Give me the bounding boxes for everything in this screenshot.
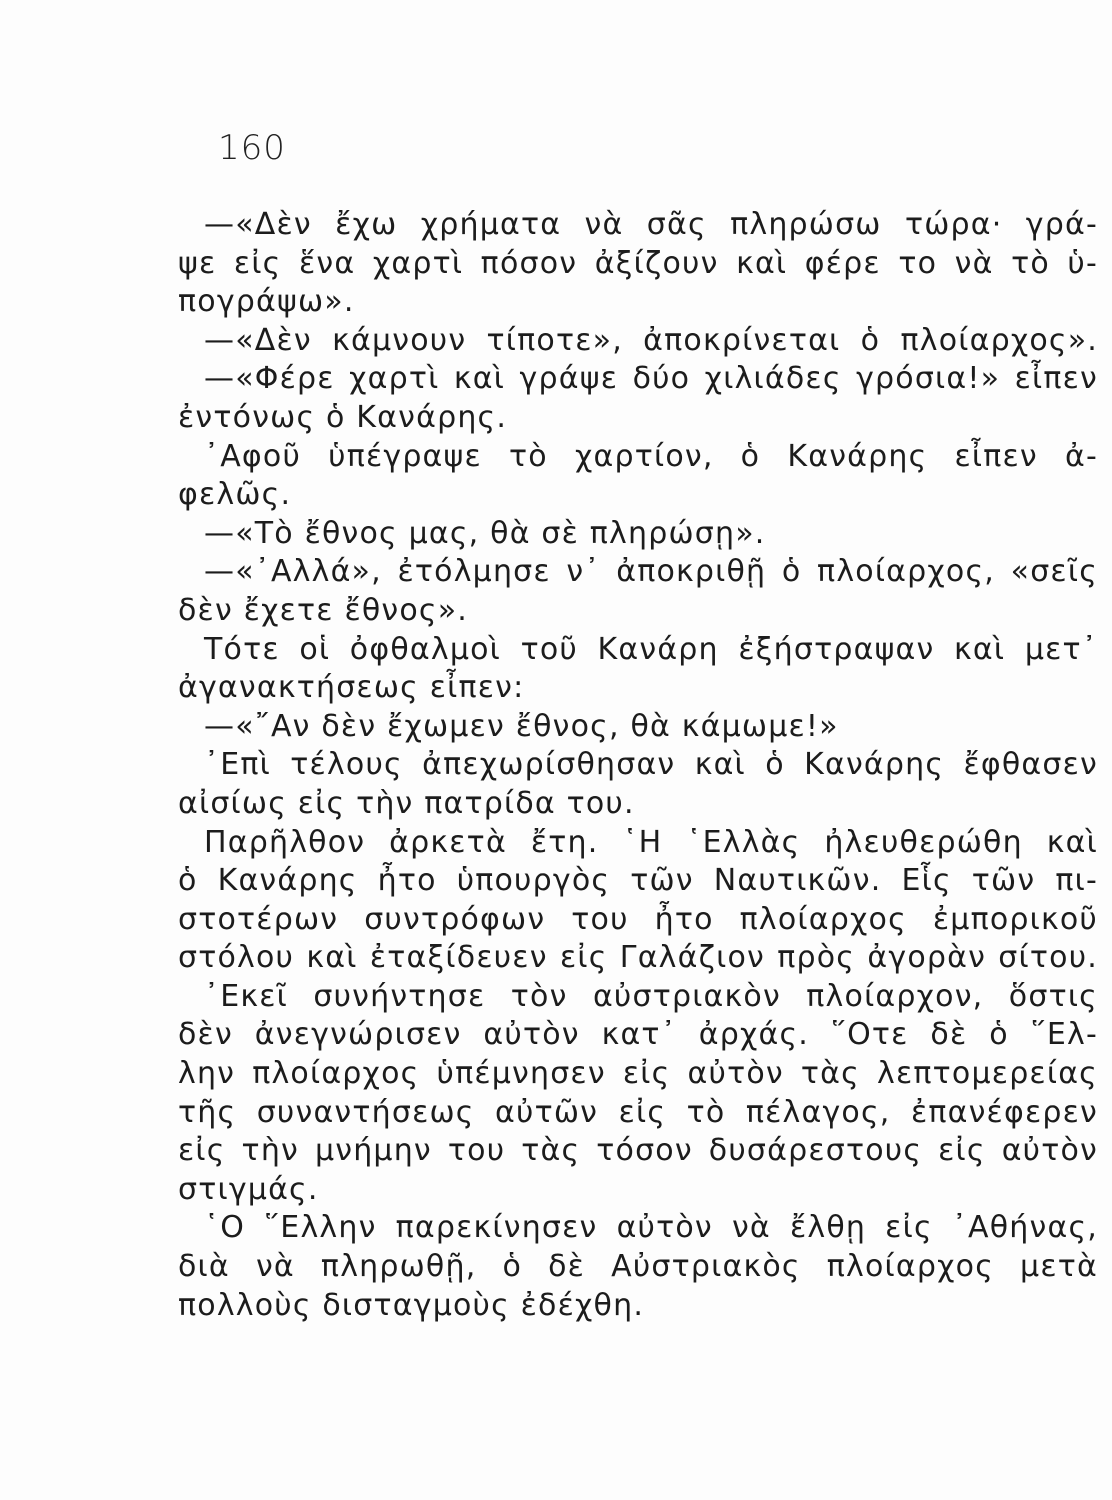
text-line: ᾿Εκεῖ συνήντησε τὸν αὐστριακὸν πλοίαρχον, ὅστις (204, 978, 1098, 1014)
text-line: ψε εἰς ἕνα χαρτὶ πόσον ἀξίζουν καὶ φέρε το νὰ τὸ ὑ- (178, 245, 1098, 281)
text-line: πογράψω». (178, 284, 355, 320)
text-line: —«Τὸ ἔθνος μας, θὰ σὲ πληρώσῃ». (204, 515, 766, 551)
text-line: ἐντόνως ὁ Κανάρης. (178, 399, 508, 435)
text-line: —«Δὲν κάμνουν τίποτε», ἀποκρίνεται ὁ πλοίαρχος». (204, 322, 1098, 358)
text-line: αἰσίως εἰς τὴν πατρίδα του. (178, 785, 635, 821)
text-line: Παρῆλθον ἀρκετὰ ἔτη. ῾Η ῾Ελλὰς ἠλευθερώθη καὶ (204, 824, 1098, 860)
text-line: τῆς συναντήσεως αὐτῶν εἰς τὸ πέλαγος, ἐπανέφερεν (178, 1094, 1098, 1130)
text-line: λην πλοίαρχος ὑπέμνησεν εἰς αὐτὸν τὰς λεπτομερείας (178, 1056, 1098, 1092)
page-text (178, 206, 1098, 1325)
text-line: ῾Ο ῞Ελλην παρεκίνησεν αὐτὸν νὰ ἔλθῃ εἰς ᾿Αθήνας, (204, 1210, 1098, 1246)
text-line: πολλοὺς δισταγμοὺς ἐδέχθη. (178, 1287, 645, 1323)
text-line: Τότε οἱ ὀφθαλμοὶ τοῦ Κανάρη ἐξήστραψαν καὶ μετ᾿ (204, 631, 1098, 667)
text-line: ᾿Επὶ τέλους ἀπεχωρίσθησαν καὶ ὁ Κανάρης ἔφθασεν (204, 747, 1098, 783)
text-line: στιγμάς. (178, 1171, 319, 1207)
text-line: —«Δὲν ἔχω χρήματα νὰ σᾶς πληρώσω τώρα· γρά- (204, 207, 1098, 242)
text-line: δὲν ἔχετε ἔθνος». (178, 592, 469, 628)
text-line: στοτέρων συντρόφων του ἦτο πλοίαρχος ἐμπορικοῦ (178, 901, 1098, 937)
text-line: —«᾿Αλλά», ἐτόλμησε ν᾿ ἀποκριθῇ ὁ πλοίαρχος, «σεῖς (204, 554, 1098, 590)
text-line: ὁ Κανάρης ἦτο ὑπουργὸς τῶν Ναυτικῶν. Εἷς τῶν πι- (178, 863, 1098, 899)
text-line: ἀγανακτήσεως εἶπεν: (178, 670, 525, 706)
text-line: στόλου καὶ ἐταξίδευεν εἰς Γαλάζιον πρὸς ἀγορὰν σίτου. (178, 940, 1098, 976)
text-line: εἰς τὴν μνήμην του τὰς τόσον δυσάρεστους εἰς αὐτὸν (178, 1133, 1098, 1169)
text-line: διὰ νὰ πληρωθῇ, ὁ δὲ Αὐστριακὸς πλοίαρχος μετὰ (178, 1249, 1098, 1285)
text-line: δὲν ἀνεγνώρισεν αὐτὸν κατ᾿ ἀρχάς. ῞Οτε δὲ ὁ ῞Ελ- (178, 1017, 1098, 1053)
text-line: ᾿Αφοῦ ὑπέγραψε τὸ χαρτίον, ὁ Κανάρης εἶπεν ἀ- (204, 438, 1098, 474)
text-line: φελῶς. (178, 477, 292, 513)
page-number: 160 (218, 128, 286, 168)
text-line: —«Φέρε χαρτὶ καὶ γράψε δύο χιλιάδες γρόσια!» εἶπεν (204, 361, 1098, 397)
text-line: —«῎Αν δὲν ἔχωμεν ἔθνος, θὰ κάμωμε!» (204, 708, 839, 744)
